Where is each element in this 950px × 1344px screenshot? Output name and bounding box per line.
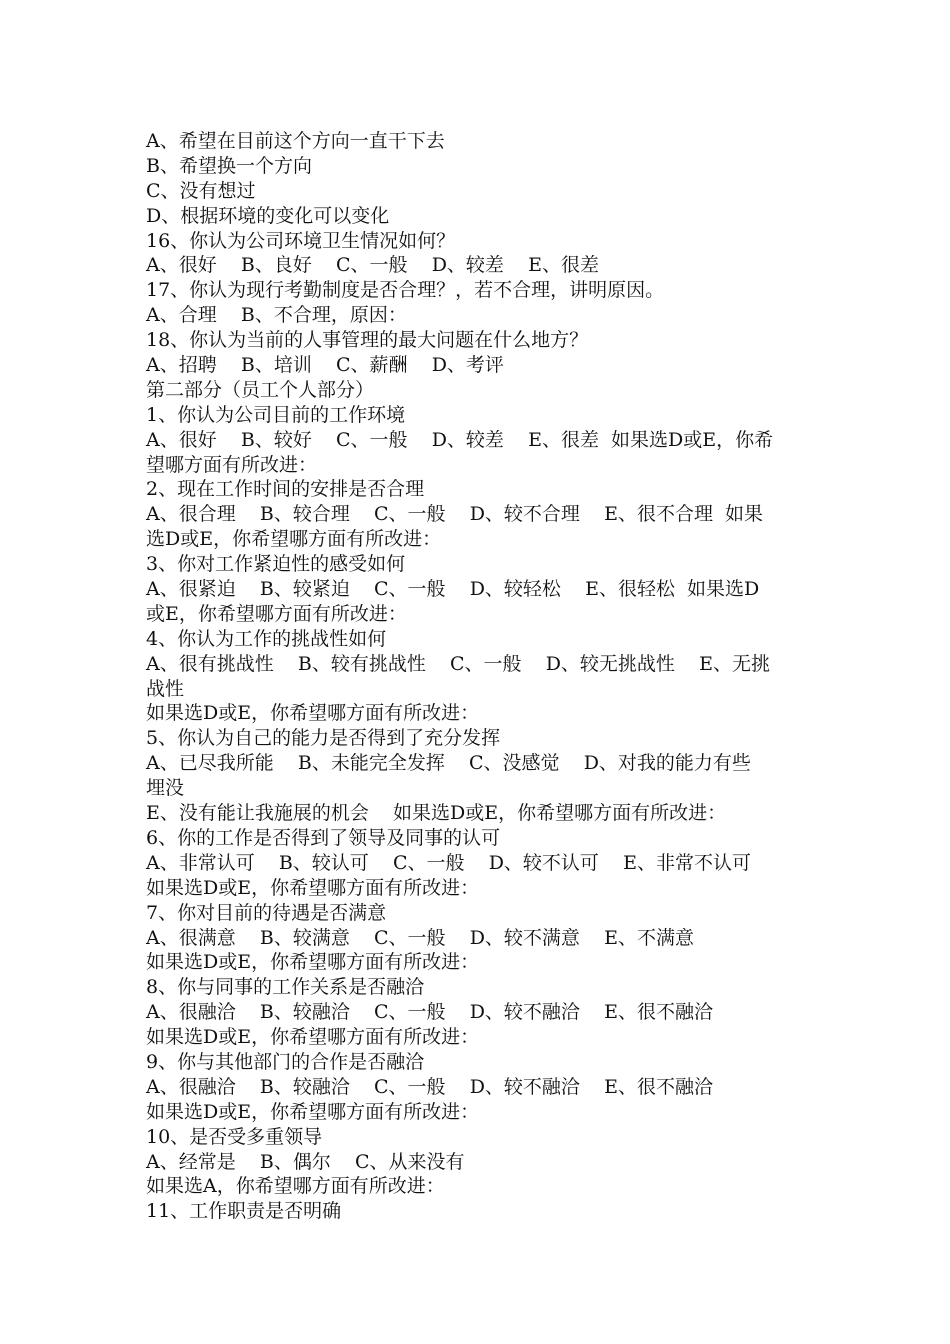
text-line: 3、你对工作紧迫性的感受如何 <box>146 553 406 576</box>
text-line: A、很满意 B、较满意 C、一般 D、较不满意 E、不满意 <box>146 926 694 949</box>
text-line: 7、你对目前的待遇是否满意 <box>146 901 387 924</box>
text-line: E、没有能让我施展的机会 如果选D或E，你希望哪方面有所改进： <box>146 802 727 825</box>
text-line: 如果选D或E，你希望哪方面有所改进： <box>146 876 480 899</box>
text-line: A、经常是 B、偶尔 C、从来没有 <box>146 1150 465 1173</box>
text-line: C、没有想过 <box>146 179 256 202</box>
text-line: 17、你认为现行考勤制度是否合理？，若不合理，讲明原因。 <box>146 279 665 302</box>
text-line: 第二部分（员工个人部分） <box>146 378 375 401</box>
text-line: 如果选D或E，你希望哪方面有所改进： <box>146 1100 480 1123</box>
text-line: A、希望在目前这个方向一直干下去 <box>146 130 445 152</box>
text-line: A、招聘 B、培训 C、薪酬 D、考评 <box>146 354 504 377</box>
text-line: 10、是否受多重领导 <box>146 1125 323 1148</box>
text-line: A、很合理 B、较合理 C、一般 D、较不合理 E、很不合理 如果 <box>146 503 764 526</box>
text-line: B、希望换一个方向 <box>146 154 312 177</box>
text-line: 8、你与同事的工作关系是否融洽 <box>146 976 425 999</box>
text-line: 6、你的工作是否得到了领导及同事的认可 <box>146 826 501 849</box>
text-line: 埋没 <box>146 777 185 800</box>
text-line: 如果选D或E，你希望哪方面有所改进： <box>146 702 480 725</box>
text-line: 如果选D或E，你希望哪方面有所改进： <box>146 951 480 974</box>
text-line: 4、你认为工作的挑战性如何 <box>146 627 387 650</box>
text-line: A、很融洽 B、较融洽 C、一般 D、较不融洽 E、很不融洽 <box>146 1075 713 1098</box>
text-line: 选D或E，你希望哪方面有所改进： <box>146 528 442 551</box>
text-line: 如果选A，你希望哪方面有所改进： <box>146 1175 445 1198</box>
text-line: A、已尽我所能 B、未能完全发挥 C、没感觉 D、对我的能力有些 <box>146 752 751 775</box>
text-line: A、合理 B、不合理，原因： <box>146 304 407 327</box>
text-line: A、很融洽 B、较融洽 C、一般 D、较不融洽 E、很不融洽 <box>146 1001 713 1024</box>
text-line: A、很有挑战性 B、较有挑战性 C、一般 D、较无挑战性 E、无挑 <box>146 652 770 675</box>
text-line: A、很紧迫 B、较紧迫 C、一般 D、较轻松 E、很轻松 如果选D <box>146 578 760 601</box>
text-line: 战性 <box>146 677 185 700</box>
text-line: 如果选D或E，你希望哪方面有所改进： <box>146 1026 480 1049</box>
text-line: 18、你认为当前的人事管理的最大问题在什么地方？ <box>146 329 589 352</box>
text-line: 9、你与其他部门的合作是否融洽 <box>146 1050 425 1073</box>
text-line: 1、你认为公司目前的工作环境 <box>146 403 406 426</box>
text-line: D、根据环境的变化可以变化 <box>146 204 390 227</box>
text-line: A、很好 B、较好 C、一般 D、较差 E、很差 如果选D或E，你希 <box>146 428 774 451</box>
text-line: A、非常认可 B、较认可 C、一般 D、较不认可 E、非常不认可 <box>146 851 751 874</box>
text-line: 11、工作职责是否明确 <box>146 1200 342 1223</box>
text-line: 2、现在工作时间的安排是否合理 <box>146 478 425 501</box>
text-line: 16、你认为公司环境卫生情况如何？ <box>146 229 456 252</box>
text-line: 或E，你希望哪方面有所改进： <box>146 602 407 625</box>
text-line: 望哪方面有所改进： <box>146 453 318 476</box>
text-line: A、很好 B、良好 C、一般 D、较差 E、很差 <box>146 254 599 277</box>
text-line: 5、你认为自己的能力是否得到了充分发挥 <box>146 727 501 750</box>
document-page <box>146 129 816 1224</box>
